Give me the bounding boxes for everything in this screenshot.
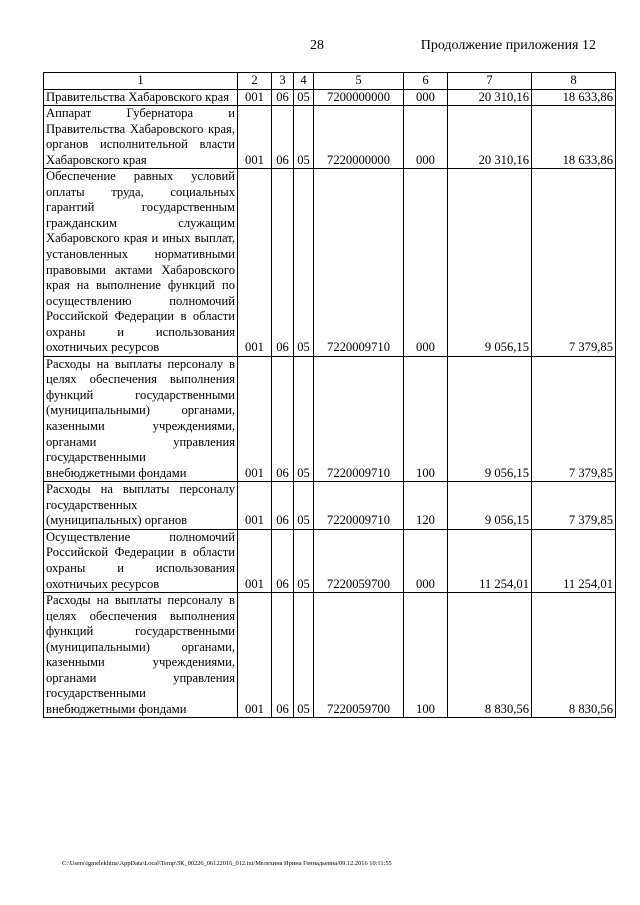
cell-expense-type: 000	[404, 169, 448, 357]
cell-amount-1: 20 310,16	[448, 106, 532, 169]
cell-amount-1: 9 056,15	[448, 169, 532, 357]
cell-subsection: 05	[294, 106, 314, 169]
row-name: Аппарат Губернатора и Правительства Хабаровского края, органов исполнительной власти Хабаровского края	[44, 106, 238, 169]
column-header: 2	[238, 73, 272, 90]
table-row	[44, 356, 616, 481]
table-row	[44, 482, 616, 530]
table-row	[44, 529, 616, 592]
table-header-row	[44, 73, 616, 90]
cell-section: 06	[272, 169, 294, 357]
row-name: Правительства Хабаровского края	[44, 89, 238, 106]
row-name: Расходы на выплаты персоналу государственных (муниципальных) органов	[44, 482, 238, 530]
cell-expense-type: 000	[404, 106, 448, 169]
column-header: 6	[404, 73, 448, 90]
column-header: 3	[272, 73, 294, 90]
cell-admin-code: 001	[238, 593, 272, 718]
table-row	[44, 593, 616, 718]
cell-subsection: 05	[294, 529, 314, 592]
cell-amount-1: 9 056,15	[448, 356, 532, 481]
cell-amount-2: 7 379,85	[532, 169, 616, 357]
row-name: Осуществление полномочий Российской Федерации в области охраны и использования охотничьих ресурсов	[44, 529, 238, 592]
cell-target-code: 7220009710	[314, 356, 404, 481]
cell-amount-2: 7 379,85	[532, 482, 616, 530]
cell-expense-type: 000	[404, 89, 448, 106]
cell-amount-1: 11 254,01	[448, 529, 532, 592]
cell-expense-type: 000	[404, 529, 448, 592]
cell-admin-code: 001	[238, 169, 272, 357]
cell-admin-code: 001	[238, 356, 272, 481]
cell-subsection: 05	[294, 356, 314, 481]
cell-target-code: 7220009710	[314, 482, 404, 530]
cell-admin-code: 001	[238, 106, 272, 169]
cell-section: 06	[272, 529, 294, 592]
cell-subsection: 05	[294, 169, 314, 357]
cell-amount-2: 18 633,86	[532, 89, 616, 106]
cell-target-code: 7220059700	[314, 593, 404, 718]
continuation-heading: Продолжение приложения 12	[420, 38, 596, 53]
table-row	[44, 169, 616, 357]
cell-amount-2: 11 254,01	[532, 529, 616, 592]
row-name: Расходы на выплаты персоналу в целях обеспечения выполнения функций государственными (муниципальными) органами, казенными учреждениями, органами управления государственными внебюджетными фондами	[44, 356, 238, 481]
table-row	[44, 89, 616, 106]
column-header: 1	[44, 73, 238, 90]
cell-section: 06	[272, 356, 294, 481]
cell-admin-code: 001	[238, 89, 272, 106]
cell-target-code: 7220059700	[314, 529, 404, 592]
cell-amount-2: 8 830,56	[532, 593, 616, 718]
cell-target-code: 7220000000	[314, 106, 404, 169]
cell-amount-1: 9 056,15	[448, 482, 532, 530]
row-name: Расходы на выплаты персоналу в целях обеспечения выполнения функций государственными (муниципальными) органами, казенными учреждениями, органами управления государственными внебюджетными фондами	[44, 593, 238, 718]
cell-amount-1: 8 830,56	[448, 593, 532, 718]
cell-section: 06	[272, 482, 294, 530]
cell-amount-1: 20 310,16	[448, 89, 532, 106]
cell-expense-type: 120	[404, 482, 448, 530]
budget-table	[43, 72, 616, 718]
column-header: 4	[294, 73, 314, 90]
cell-subsection: 05	[294, 593, 314, 718]
cell-target-code: 7200000000	[314, 89, 404, 106]
cell-admin-code: 001	[238, 529, 272, 592]
row-name: Обеспечение равных условий оплаты труда, социальных гарантий государственным гражданским служащим Хабаровского края и иных выплат, установленных нормативными правовыми актами Хабаровского края на выполнение функций по осуществлению полномочий Российской Федерации в области охраны и использования охотничьих ресурсов	[44, 169, 238, 357]
cell-section: 06	[272, 593, 294, 718]
column-header: 7	[448, 73, 532, 90]
cell-subsection: 05	[294, 89, 314, 106]
cell-expense-type: 100	[404, 593, 448, 718]
cell-amount-2: 18 633,86	[532, 106, 616, 169]
cell-expense-type: 100	[404, 356, 448, 481]
cell-admin-code: 001	[238, 482, 272, 530]
column-header: 8	[532, 73, 616, 90]
cell-target-code: 7220009710	[314, 169, 404, 357]
table-row	[44, 106, 616, 169]
cell-subsection: 05	[294, 482, 314, 530]
cell-amount-2: 7 379,85	[532, 356, 616, 481]
cell-section: 06	[272, 106, 294, 169]
cell-section: 06	[272, 89, 294, 106]
footer-file-path: C:\Users\igmelekhina\AppData\Local\Temp\ЗК_00226_06122016_012.txt/Мелехина Ирина Геннадьевна/09.12.2016 10:11:55	[62, 860, 392, 867]
column-header: 5	[314, 73, 404, 90]
page-number: 28	[310, 38, 324, 53]
